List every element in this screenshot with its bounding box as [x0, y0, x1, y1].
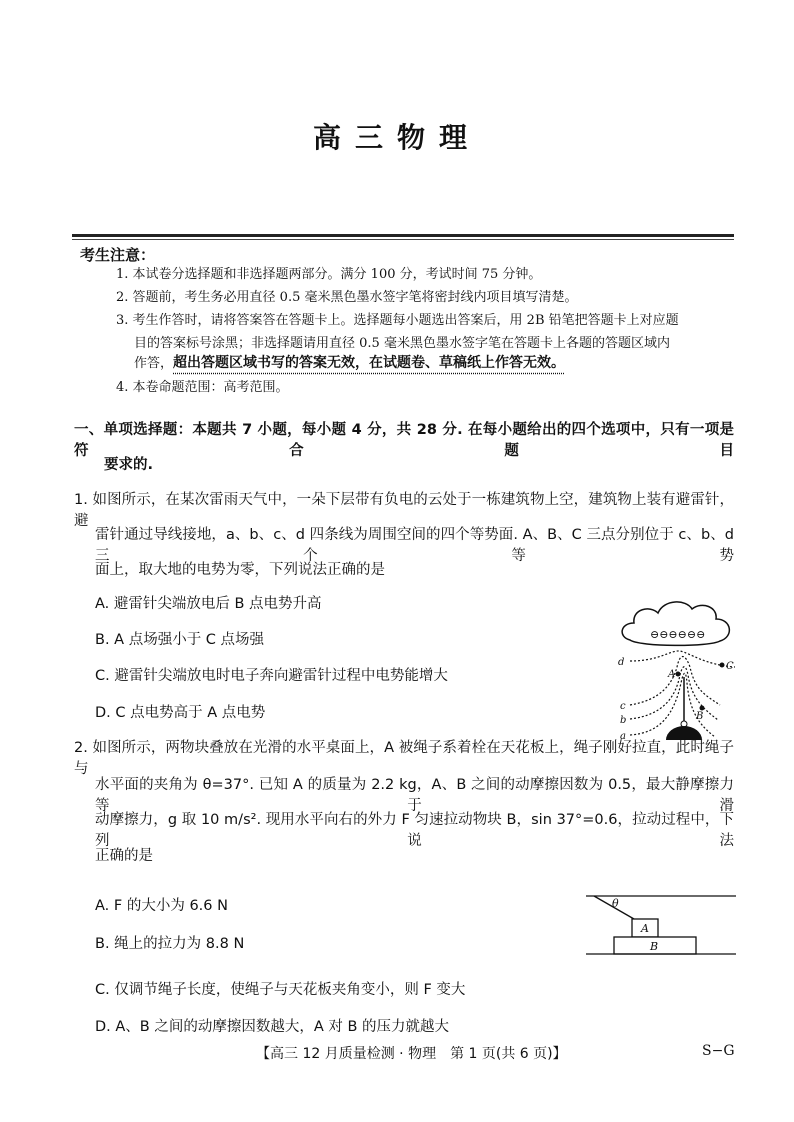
q2-option-b: B. 绳上的拉力为 8.8 N: [95, 936, 245, 952]
section-heading: 一、单项选择题：本题共 7 小题，每小题 4 分，共 28 分. 在每小题给出的四个选项中，只有一项是符合题目: [74, 422, 734, 459]
label-A: A: [668, 669, 676, 680]
question-2-text: 2. 如图所示，两物块叠放在光滑的水平桌面上，A 被绳子系着栓在天花板上，绳子刚好拉直，此时绳子与: [74, 740, 734, 777]
question-2-text: 水平面的夹角为 θ=37°. 已知 A 的质量为 2.2 kg，A、B 之间的动摩擦因数为 0.5，最大静摩擦力等于滑: [95, 777, 734, 814]
blocks-figure: [584, 892, 744, 962]
question-1-text: 雷针通过导线接地，a、b、c、d 四条线为周围空间的四个等势面. A、B、C 三点分别位于 c、b、d 三个等势: [95, 527, 734, 564]
q1-option-b: B. A 点场强小于 C 点场强: [95, 632, 265, 648]
label-block-b: B: [650, 940, 659, 953]
label-C: C: [726, 661, 734, 672]
notice-item: [134, 352, 565, 372]
footer-page-info: 【高三 12 月质量检测 · 物理 第 1 页(共 6 页)】: [256, 1046, 567, 1062]
question-2-text: 动摩擦力，g 取 10 m/s². 现用水平向右的外力 F 匀速拉动物块 B，sin 37°=0.6，拉动过程中，下列说法: [95, 812, 734, 849]
q2-option-a: A. F 的大小为 6.6 N: [95, 898, 228, 914]
q2-option-d: D. A、B 之间的动摩擦因数越大，A 对 B 的压力就越大: [95, 1019, 450, 1035]
label-theta: θ: [612, 897, 619, 910]
q1-option-d: D. C 点电势高于 A 点电势: [95, 705, 266, 721]
section-heading: 要求的.: [104, 457, 154, 473]
cloud-charges: ⊖⊖⊖⊖⊖⊖: [650, 628, 706, 641]
label-a: a: [620, 731, 626, 740]
divider: [72, 239, 734, 240]
notice-emphasis: 超出答题区域书写的答案无效，在试题卷、草稿纸上作答无效。: [173, 355, 566, 371]
notice-text: 作答，: [134, 356, 174, 371]
question-2-text: 正确的是: [95, 848, 153, 864]
label-d: d: [618, 657, 625, 668]
question-1-text: 面上，取大地的电势为零，下列说法正确的是: [95, 562, 385, 578]
notice-item: 3. 考生作答时，请将答案答在答题卡上。选择题每小题选出答案后，用 2B 铅笔把答题卡上对应题: [116, 313, 679, 328]
lightning-rod-figure: [610, 595, 750, 740]
page-title: 高三物理: [312, 121, 481, 154]
notice-heading: 考生注意：: [80, 246, 156, 264]
label-c: c: [620, 701, 626, 712]
question-1-text: 1. 如图所示，在某次雷雨天气中，一朵下层带有负电的云处于一栋建筑物上空，建筑物上装有避雷针，避: [74, 492, 734, 529]
notice-item: 目的答案标号涂黑；非选择题请用直径 0.5 毫米黑色墨水签字笔在答题卡上各题的答题区域内: [134, 336, 670, 351]
q2-option-c: C. 仅调节绳子长度，使绳子与天花板夹角变小，则 F 变大: [95, 982, 466, 998]
q1-option-a: A. 避雷针尖端放电后 B 点电势升高: [95, 596, 322, 612]
notice-item: 1. 本试卷分选择题和非选择题两部分。满分 100 分，考试时间 75 分钟。: [116, 267, 542, 282]
label-block-a: A: [641, 922, 649, 935]
notice-item: 2. 答题前，考生务必用直径 0.5 毫米黑色墨水签字笔将密封线内项目填写清楚。: [116, 290, 578, 305]
q1-option-c: C. 避雷针尖端放电时电子奔向避雷针过程中电势能增大: [95, 668, 448, 684]
label-b: b: [620, 715, 627, 726]
label-B: B: [696, 711, 704, 722]
notice-item: 4. 本卷命题范围：高考范围。: [116, 380, 289, 395]
footer-code: S−G: [702, 1043, 735, 1059]
divider: [72, 234, 734, 237]
